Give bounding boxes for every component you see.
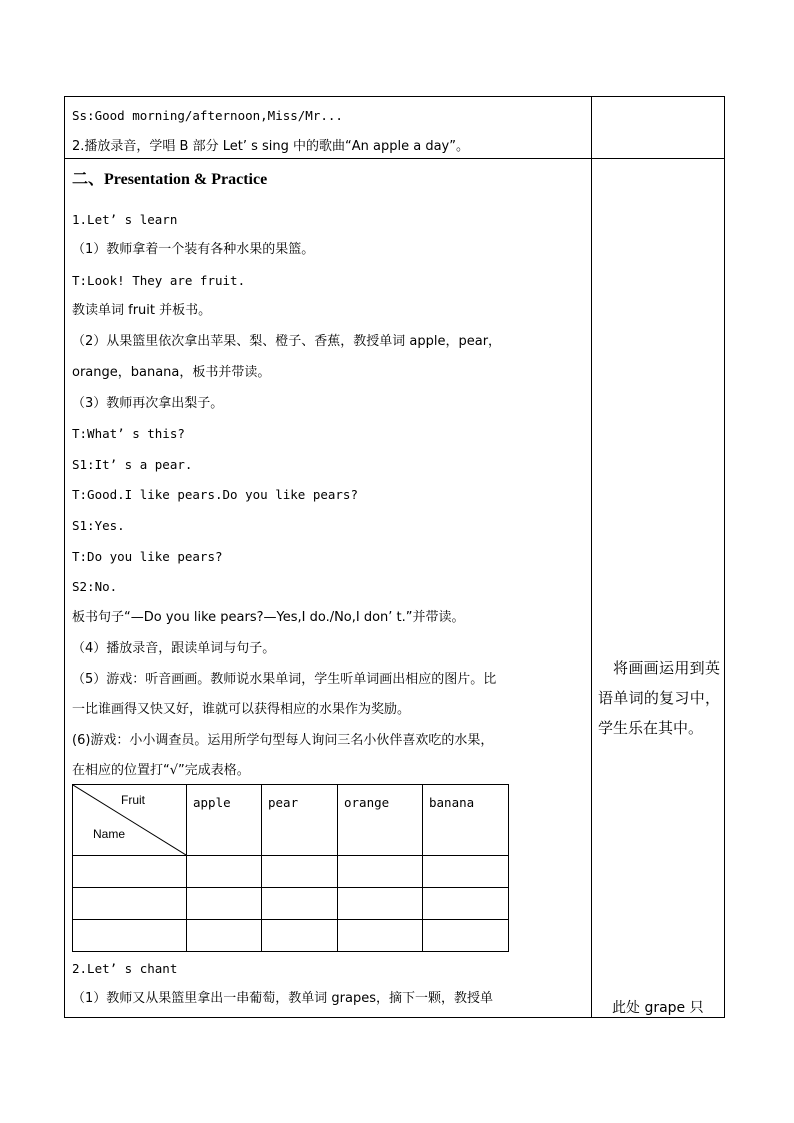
- side-note-bottom: 此处 grape 只: [612, 1000, 704, 1016]
- survey-table: [72, 784, 509, 952]
- section-heading: 二、Presentation & Practice: [72, 171, 268, 188]
- survey-header-row: [73, 785, 509, 856]
- table-cell[interactable]: [187, 888, 262, 920]
- table-cell[interactable]: [262, 888, 338, 920]
- body-line: (6)游戏：小小调查员。运用所学句型每人询问三名小伙伴喜欢吃的水果，: [72, 733, 494, 748]
- side-note-text: 将画画运用到英语单词的复习中，学生乐在其中。: [598, 659, 720, 737]
- column-header: apple: [187, 785, 262, 856]
- body-line: 板书句子“—Do you like pears?—Yes,I do./No,I don’ t.”并带读。: [72, 610, 465, 625]
- body-line: T:Do you like pears?: [72, 549, 223, 564]
- body-line: 一比谁画得又快又好，谁就可以获得相应的水果作为奖励。: [72, 702, 411, 717]
- body-line: 教读单词 fruit 并板书。: [72, 303, 212, 318]
- table-cell[interactable]: [423, 920, 509, 952]
- column-header: banana: [423, 785, 509, 856]
- body-line: （5）游戏：听音画画。教师说水果单词，学生听单词画出相应的图片。比: [72, 672, 497, 687]
- intro-line-2: 2.播放录音，学唱 B 部分 Let’ s sing 中的歌曲“An apple a day”。: [72, 139, 469, 154]
- table-row: [73, 856, 509, 888]
- body-line: 在相应的位置打“√”完成表格。: [72, 763, 250, 778]
- body-line: orange，banana，板书并带读。: [72, 365, 271, 380]
- body-line: （4）播放录音，跟读单词与句子。: [72, 641, 276, 656]
- body-line: （1）教师又从果篮里拿出一串葡萄，教单词 grapes，摘下一颗，教授单: [72, 991, 493, 1006]
- table-cell[interactable]: [187, 920, 262, 952]
- table-cell[interactable]: [73, 888, 187, 920]
- body-line: S2:No.: [72, 579, 118, 594]
- corner-label-fruit: Fruit: [121, 793, 145, 807]
- column-divider: [591, 96, 592, 1018]
- body-line: （1）教师拿着一个装有各种水果的果篮。: [72, 242, 315, 257]
- body-line: 2.Let’ s chant: [72, 961, 178, 976]
- table-cell[interactable]: [187, 856, 262, 888]
- column-header: pear: [262, 785, 338, 856]
- body-line: S1:Yes.: [72, 518, 125, 533]
- body-line: T:Look! They are fruit.: [72, 273, 246, 288]
- body-line: T:What’ s this?: [72, 426, 185, 441]
- table-cell[interactable]: [262, 856, 338, 888]
- table-cell[interactable]: [338, 920, 423, 952]
- body-line: （2）从果篮里依次拿出苹果、梨、橙子、香蕉，教授单词 apple，pear，: [72, 334, 502, 349]
- intro-line-1: Ss:Good morning/afternoon,Miss/Mr...: [72, 108, 343, 123]
- column-header: orange: [338, 785, 423, 856]
- table-cell[interactable]: [423, 888, 509, 920]
- table-cell[interactable]: [338, 888, 423, 920]
- side-note: [598, 653, 720, 743]
- table-cell[interactable]: [73, 920, 187, 952]
- body-line: 1.Let’ s learn: [72, 212, 178, 227]
- table-cell[interactable]: [338, 856, 423, 888]
- table-row: [73, 920, 509, 952]
- corner-label-name: Name: [93, 827, 126, 841]
- row-divider: [64, 158, 725, 159]
- table-cell[interactable]: [423, 856, 509, 888]
- table-row: [73, 888, 509, 920]
- diagonal-header-cell: [73, 785, 187, 856]
- table-cell[interactable]: [262, 920, 338, 952]
- body-line: （3）教师再次拿出梨子。: [72, 396, 224, 411]
- table-cell[interactable]: [73, 856, 187, 888]
- body-line: S1:It’ s a pear.: [72, 457, 193, 472]
- body-line: T:Good.I like pears.Do you like pears?: [72, 487, 358, 502]
